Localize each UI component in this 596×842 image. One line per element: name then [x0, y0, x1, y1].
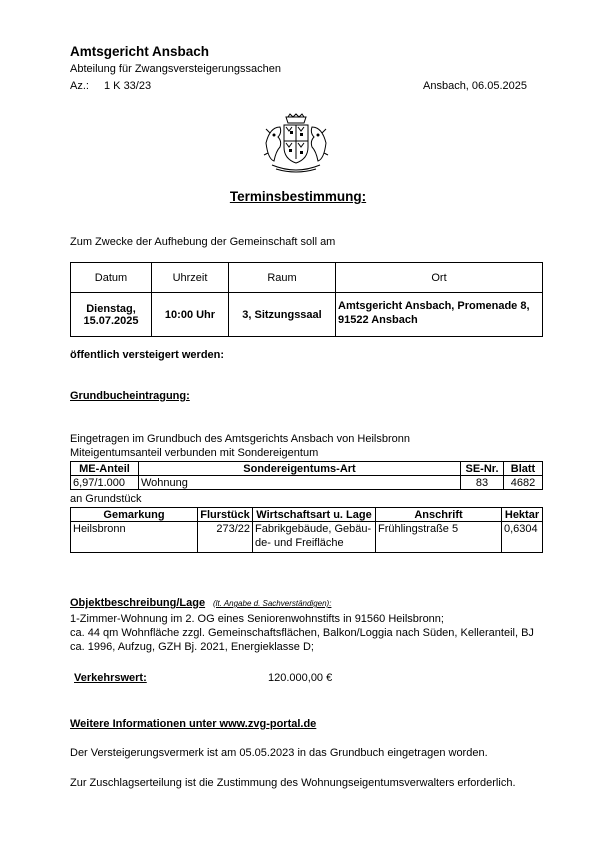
header-uhrzeit: Uhrzeit [152, 263, 229, 293]
grundstueck-table [70, 507, 543, 553]
az-value: 1 K 33/23 [104, 80, 152, 92]
header-datum: Datum [71, 263, 152, 293]
header-sondereigentums-art: Sondereigentums-Art [139, 462, 461, 476]
objekt-note: (lt. Angabe d. Sachverständigen): [213, 599, 332, 608]
objekt-heading: Objektbeschreibung/Lage [70, 597, 206, 609]
grundbuch-heading: Grundbucheintragung: [70, 390, 190, 402]
verkehrswert-label: Verkehrswert: [74, 672, 147, 684]
header-gemarkung: Gemarkung [71, 508, 198, 522]
termin-datum: Dienstag, 15.07.2025 [71, 293, 152, 337]
zuschlag-text: Zur Zuschlagserteilung ist die Zustimmung des Wohnungseigentumsverwalters erforderlich. [70, 777, 516, 789]
termin-uhrzeit: 10:00 Uhr [152, 293, 229, 337]
termin-raum: 3, Sitzungssaal [229, 293, 336, 337]
anschrift-value: Frühlingstraße 5 [376, 522, 502, 553]
table-row [71, 522, 543, 553]
blatt-value: 4682 [504, 476, 543, 490]
termin-row [71, 293, 543, 337]
me-anteil-value: 6,97/1.000 [71, 476, 139, 490]
wirtschaftsart-value: Fabrikgebäude, Gebäu- de- und Freifläche [253, 522, 376, 553]
header-anschrift: Anschrift [376, 508, 502, 522]
header-blatt: Blatt [504, 462, 543, 476]
gemarkung-value: Heilsbronn [71, 522, 198, 553]
weitere-informationen-link[interactable]: Weitere Informationen unter www.zvg-portal.de [70, 718, 317, 730]
flurstueck-value: 273/22 [198, 522, 253, 553]
sondereigentum-table [70, 461, 543, 490]
department: Abteilung für Zwangsversteigerungssachen [70, 63, 281, 75]
intro-text: Zum Zwecke der Aufhebung der Gemeinschaft soll am [70, 236, 336, 248]
header-me-anteil: ME-Anteil [71, 462, 139, 476]
table-row [71, 476, 543, 490]
objekt-line2: ca. 44 qm Wohnfläche zzgl. Gemeinschaftsflächen, Balkon/Loggia nach Süden, Kelleranteil, BJ [70, 627, 534, 639]
place-date: Ansbach, 06.05.2025 [423, 80, 527, 92]
az-label: Az.: [70, 80, 89, 92]
termin-header-row [71, 263, 543, 293]
court-name: Amtsgericht Ansbach [70, 44, 210, 59]
versteigert-text: öffentlich versteigert werden: [70, 349, 225, 361]
document-title: Terminsbestimmung: [229, 189, 367, 204]
grundbuch-line1: Eingetragen im Grundbuch des Amtsgerichts Ansbach von Heilsbronn [70, 433, 410, 445]
objekt-line3: ca. 1996, Aufzug, GZH Bj. 2021, Energieklasse D; [70, 641, 314, 653]
an-grundstueck-label: an Grundstück [70, 493, 142, 505]
header-wirtschaftsart: Wirtschaftsart u. Lage [253, 508, 376, 522]
termin-table [70, 262, 543, 337]
sondereigentums-art-value: Wohnung [139, 476, 461, 490]
header-ort: Ort [336, 263, 543, 293]
sondereigentum-header-row [71, 462, 543, 476]
verkehrswert-value: 120.000,00 € [268, 672, 333, 684]
versteigerungsvermerk-text: Der Versteigerungsvermerk ist am 05.05.2023 in das Grundbuch eingetragen worden. [70, 747, 488, 759]
header-se-nr: SE-Nr. [461, 462, 504, 476]
grundstueck-header-row [71, 508, 543, 522]
header-hektar: Hektar [502, 508, 543, 522]
grundbuch-line2: Miteigentumsanteil verbunden mit Sondereigentum [70, 447, 319, 459]
bavarian-coat-of-arms-icon [262, 113, 330, 175]
header-flurstueck: Flurstück [198, 508, 253, 522]
header-raum: Raum [229, 263, 336, 293]
objekt-line1: 1-Zimmer-Wohnung im 2. OG eines Seniorenwohnstifts in 91560 Heilsbronn; [70, 613, 444, 625]
se-nr-value: 83 [461, 476, 504, 490]
termin-ort: Amtsgericht Ansbach, Promenade 8, 91522 Ansbach [336, 293, 543, 337]
hektar-value: 0,6304 [502, 522, 543, 553]
